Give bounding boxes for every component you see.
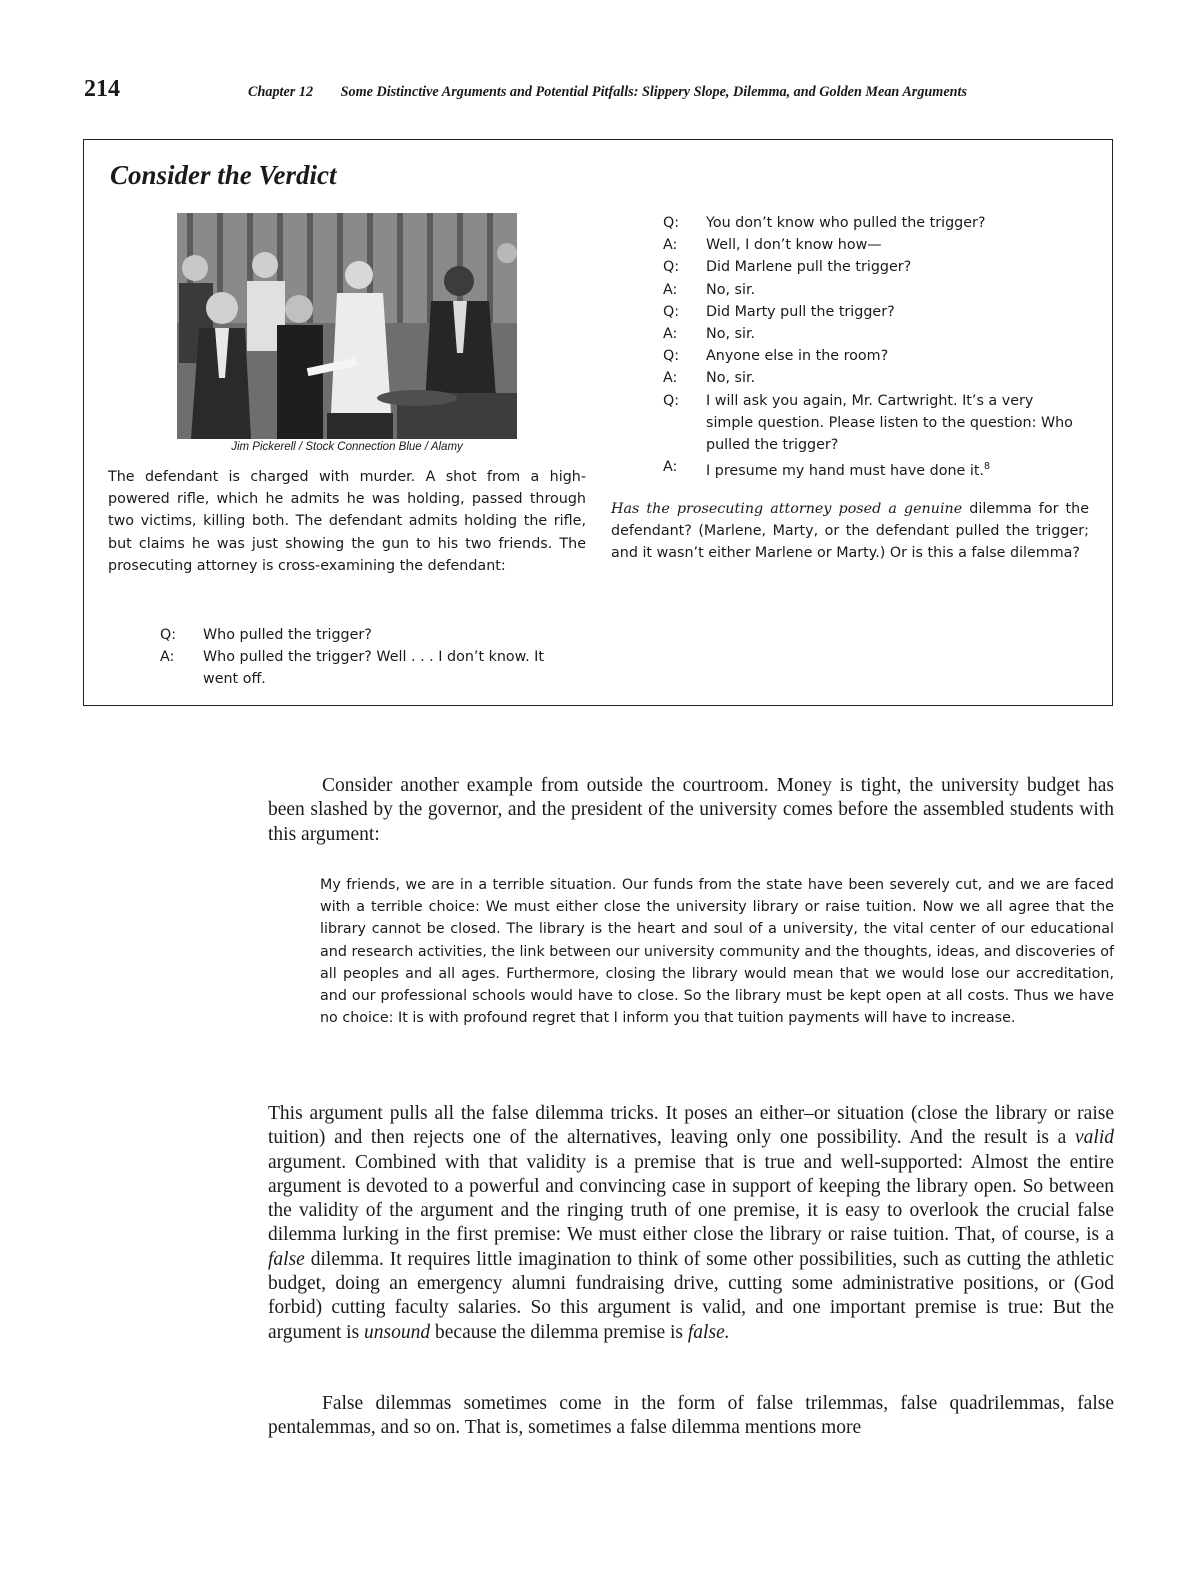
text-run: This argument pulls all the false dilemma tricks. It poses an either–or situation (close the library or raise tuition) and then rejects one of the alternatives, leaving only one possibility. And the result is a (268, 1103, 1114, 1149)
qa-text: Well, I don’t know how— (706, 237, 882, 254)
qa-line (663, 323, 1073, 345)
qa-line (663, 301, 1073, 323)
qa-speaker: A: (663, 370, 678, 387)
qa-speaker: Q: (663, 348, 680, 365)
page-number: 214 (84, 76, 120, 102)
qa-line (663, 212, 1073, 234)
body-paragraph-2 (268, 1102, 1114, 1345)
qa-line (663, 279, 1073, 301)
body-paragraph-1: Consider another example from outside the courtroom. Money is tight, the university budget has been slashed by the governor, and the president of the university comes before the assembled students with this argument: (268, 775, 1114, 845)
qa-text: Anyone else in the room? (706, 348, 889, 365)
qa-speaker: Q: (663, 303, 680, 320)
qa-text: No, sir. (706, 326, 756, 343)
courtroom-photo-illustration (177, 213, 517, 439)
qa-text: Did Marlene pull the trigger? (706, 259, 912, 276)
qa-line (663, 256, 1073, 278)
qa-right-column (663, 212, 1073, 482)
case-intro: The defendant is charged with murder. A shot from a high-powered rifle, which he admits he was holding, passed through two victims, killing both. The defendant admits holding the rifle, but claims he was just showing the gun to his two friends. The prosecuting attorney is cross-examining the defendant: (108, 469, 586, 574)
qa-line (663, 367, 1073, 389)
question-text: dilemma for the defendant? (Marlene, Marty, or the defendant pulled the trigger; and it wasn’t either Marlene or Marty.) Or is this a false dilemma? (611, 501, 1090, 562)
qa-text: Who pulled the trigger? (203, 627, 372, 643)
qa-speaker: A: (663, 237, 678, 254)
qa-line (160, 646, 550, 690)
qa-text: You don’t know who pulled the trigger? (706, 215, 986, 231)
courtroom-photo (177, 213, 517, 439)
qa-speaker: Q: (663, 215, 680, 231)
text-run: dilemma. It requires little imagination to think of some other possibilities, such as cutting the athletic budget, doing an emergency alumni fundraising drive, cutting some administrative positions, or (God forbid) cutting faculty salaries. So this argument is valid, and one important premise is true: But the argument is (268, 1248, 1114, 1343)
question-italic: Has the prosecuting attorney posed a genuine (611, 501, 963, 517)
qa-left-column (160, 624, 550, 691)
president-quote: My friends, we are in a terrible situation. Our funds from the state have been severely cut, and we are faced with a terrible choice: We must either close the university library or raise tuition. Now we all agree that the library cannot be closed. The library is the heart and soul of a university, the vital center of our educational and research activities, the link between our university community and the thoughts, ideas, and discoveries of all peoples and all ages. Furthermore, closing the library would mean that we would lose our accreditation, and our professional schools would have to close. So the library must be kept open at all costs. Thus we have no choice: It is with profound regret that I inform you that tuition payments will have to increase. (320, 877, 1114, 1027)
box-title: Consider the Verdict (110, 160, 337, 190)
emphasis: false. (687, 1321, 730, 1343)
qa-line (663, 345, 1073, 367)
qa-text: Who pulled the trigger? Well . . . I don’t know. It went off. (203, 649, 544, 688)
emphasis: valid (1075, 1127, 1114, 1149)
qa-line (663, 390, 1073, 457)
qa-speaker: A: (663, 459, 678, 476)
verdict-question (611, 498, 1089, 565)
footnote-marker: 8 (983, 461, 991, 473)
emphasis: false (268, 1248, 305, 1270)
qa-speaker: A: (160, 649, 175, 666)
qa-speaker: A: (663, 326, 678, 343)
text-run: argument. Combined with that validity is a premise that is true and well-supported: Almost the entire argument is devoted to a powerful and convincing case in support of keeping the library open. So between the validity of the argument and the ringing truth of one premise, it is easy to overlook the crucial false dilemma lurking in the first premise: We must either close the library or raise tuition. That, of course, is a (268, 1151, 1114, 1246)
qa-text-final (706, 456, 1073, 482)
qa-speaker: Q: (663, 392, 680, 409)
running-head (248, 84, 967, 101)
photo-credit: Jim Pickerell / Stock Connection Blue / Alamy (231, 441, 463, 453)
qa-text: I presume my hand must have done it. (706, 463, 984, 479)
body-paragraph-3: False dilemmas sometimes come in the form of false trilemmas, false quadrilemmas, false pentalemmas, and so on. That is, sometimes a false dilemma mentions more (268, 1393, 1114, 1439)
qa-text: Did Marty pull the trigger? (706, 303, 895, 320)
consider-the-verdict-box (83, 139, 1113, 706)
qa-line (160, 624, 550, 646)
text-run: because the dilemma premise is (430, 1321, 688, 1343)
qa-text: I will ask you again, Mr. Cartwright. It’s a very simple question. Please listen to the question: Who pulled the trigger? (706, 392, 1073, 454)
chapter-title: Some Distinctive Arguments and Potential Pitfalls: Slippery Slope, Dilemma, and Golden Mean Arguments (340, 84, 967, 100)
emphasis: unsound (364, 1321, 431, 1343)
qa-text: No, sir. (706, 281, 756, 298)
qa-line (663, 456, 1073, 482)
chapter-label: Chapter 12 (248, 84, 314, 100)
qa-text: No, sir. (706, 370, 756, 387)
qa-speaker: Q: (663, 259, 680, 276)
qa-speaker: A: (663, 281, 678, 298)
qa-speaker: Q: (160, 627, 177, 643)
qa-line (663, 234, 1073, 256)
